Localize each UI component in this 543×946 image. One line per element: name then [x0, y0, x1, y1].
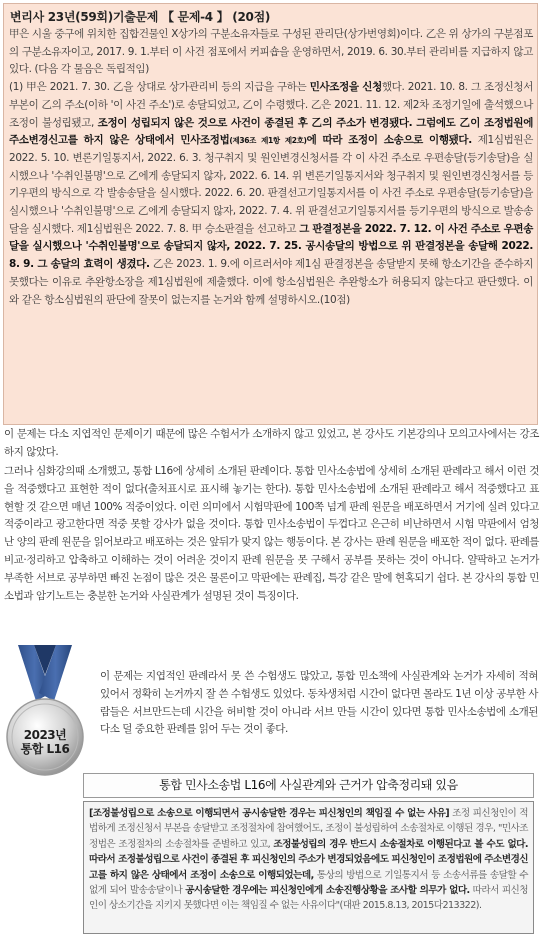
excerpt-bold-2: 공시송달한 경우에는 피신청인에게 소송진행상황을 조사할 의무가 없다.	[185, 885, 470, 897]
medal-icon	[4, 641, 86, 781]
commentary-paragraph-2: 그러나 심화강의때 소개했고, 통합 L16에 상세히 소개된 판례이다. 통합 민사소송법에 상세히 소개된 판례라고 해서 이런 것을 적중했다고 표현한 적이 없다(출처표시로 표시해 놓기는 한다). 통합 민사소송법에 소개된 판례라고 해서 적중했다고 표현할 것 같으면 매년 100% 적중이었다. 이런 의미에서 시험막판에 100쪽 넘게 판례 원문을 배포하면서 거기에 실려 있다고 적중이라고 광고한다면 적중 못할 강사가 없을 것이다. 통합 민사소송법이 두껍다고 은근히 비난하면서 시험 막판에서 엄청난 양의 판례 원문을 읽어보라고 배포하는 것은 앞뒤가 맞지 않는 행동이다. 본 강사는 판례 원문을 배포한 적이 없다. 판례를 비교·정리하고 압축하고 이해하는 것이 어려운 것이지 판례 원문을 못 구해서 공부를 못하는 것이 아니다. 얄팍하고 논거가 부족한 서브로 공부하면 빠진 논점이 많은 것은 물론이고 막판에는 판례집, 특강 같은 말에 현혹되기 쉽다. 본 강사의 통합 민소법과 암기노트는 충분한 논거와 사실관계가 설명된 것이 특징이다.	[4, 465, 539, 602]
q1-text-mid1: 했다. 2021. 10. 8. 그 조정신청서 부본이 乙의 주소(이하 '이 사건 주소')로 송달되었고, 乙이 수령했다. 乙은 2021. 11. 12. 제2차 조정기일에 출석했으나 조정이 불성립됐고,	[9, 81, 534, 129]
question-intro: 甲은 시울 중구에 위치한 집합건물인 X상가의 구분소유자들로 구성된 관리단(상가번영회)이다. 乙은 위 상가의 구분점포의 구분소유자이고, 2017. 9. 1.부터 이 사건 점포에서 커피숍을 운영하면서, 2019. 6. 30.부터 관리비를 지급하지 않고 있다. (다음 각 물음은 독립적임)	[9, 28, 533, 76]
commentary-paragraph-3: 이 문제는 지엽적인 판례라서 못 쓴 수험생도 많았고, 통합 민소책에 사실관계와 논거가 자세히 적혀 있어서 정확히 논거까지 잘 쓴 수험생도 있었다. 동차생처럼 시간이 없다면 몰라도 1년 이상 공부한 사람들은 서브만드는데 시간을 허비할 것이 아니라 서브 만들 시간이 있다면 통합 민사소송법에 소개된 다소 덜 중요한 판례를 읽어 두는 것이 좋다.	[100, 670, 538, 736]
medal-year: 2023년	[23, 728, 67, 742]
q1-text-pre: (1) 甲은 2021. 7. 30. 乙을 상대로 상가관리비 등의 지급을 구하는	[9, 81, 310, 94]
question-body	[9, 26, 533, 309]
excerpt-text-3: 따라서 피신청인이 상소기간을 지키지 못했다면 이는 책임질 수 없는 사유이다"(대판 2015.8.13, 2015다213322).	[89, 885, 528, 912]
excerpt-heading: 통합 민사소송법 L16에 사실관계와 근거가 압축정리돼 있음	[83, 773, 534, 798]
excerpt-lead: [조정불성립으로 소송으로 이행되면서 공시송달한 경우는 피신청인의 책임질 수 없는 사유]	[89, 808, 450, 819]
q1-bold-2-small: (제36조 제1항 제2호)	[229, 136, 307, 146]
q1-bold-3: 에 따라 조정이 소송으로 이행됐다.	[306, 134, 472, 147]
q1-bold-2: 조정이 성립되지 않은 것으로 사건이 종결된 후 乙의 주소가 변경됐다. 그럼에도 乙이 조정법원에 주소변경신고를 하지 않은 상태에서 민사조정법	[9, 116, 533, 147]
excerpt-box	[83, 801, 534, 934]
excerpt-bold-1: 조정불성립의 경우 반드시 소송절차로 이행된다고 볼 수도 없다. 따라서 조정불성립으로 사건이 종결된 후 피신청인의 주소가 변경되었음에도 피신청인이 조정법원에 주소변경신고를 하지 않은 상태에서 조정이 소송으로 이행되었는데,	[89, 838, 528, 881]
medal-badge	[4, 641, 86, 781]
medal-lesson: 통합 L16	[20, 742, 70, 756]
excerpt-text-1: 조정 피신청인이 적법하게 조정신청서 부본을 송달받고 조정절차에 참여했어도, 조정이 불성립하여 소송절차로 이행된 경우, "민사조정법은 조정절차의 소송절차를 준별하고 있고,	[89, 808, 528, 850]
q1-text-mid2: 제1심법원은 2022. 5. 10. 변론기일통지서, 2022. 6. 3. 청구취지 및 원인변경신청서를 각 이 사건 주소로 우편송달(등기송달)을 실시했으나 '수취인불명'으로 乙에게 송달되지 않자, 2022. 6. 14. 위 변론기일통지서와 청구취지 및 원인변경신청서를 등기우편의 방식으로 각 발송송달을 실시했다. 2022. 6. 20. 판결선고기일통지서를 이 사건 주소로 우편송달(등기송달)을 실시했으나 '수취인불명'으로 乙에게 송달되지 않자, 2022. 7. 4. 위 판결선고기일통지서를 등기우편의 방식으로 발송송달을 실시했다. 제1심법원은 2022. 7. 8. 甲 승소판결을 선고하고	[9, 134, 533, 235]
excerpt-text-2: 통상의 방법으로 기일통지서 등 소송서류를 송달할 수 없게 되어 발송송달이나	[89, 869, 528, 897]
question-title: 변리사 23년(59회)기출문제 【 문제-4 】 (20점)	[10, 10, 271, 24]
q1-bold-1: 민사조정을 신청	[309, 81, 382, 94]
q1-text-end: 乙은 2023. 1. 9.에 이르러서야 제1심 판결정본을 송달받지 못해 항소기간을 준수하지 못했다는 이유로 추완항소장을 제1심법원에 제출했다. 이에 항소심법원은 추완항소가 허용되지 않는다고 판단했다. 이와 같은 항소심법원의 판단에 잘못이 없는지를 논거와 함께 설명하시오.(10점)	[9, 258, 533, 306]
q1-bold-4: 그 판결정본을 2022. 7. 12. 이 사건 주소로 우편송달을 실시했으나 '수취인불명'으로 송달되지 않자, 2022. 7. 25. 공시송달의 방법으로 위 판결정본을 송달해 2022. 8. 9. 그 송달의 효력이 생겼다.	[9, 222, 533, 271]
commentary-paragraph-1: 이 문제는 다소 지엽적인 문제이기 때문에 많은 수험서가 소개하지 않고 있었고, 본 강사도 기본강의나 모의고사에서는 강조하지 않았다.	[4, 428, 539, 458]
medal-label	[4, 728, 86, 756]
question-box	[3, 3, 538, 425]
